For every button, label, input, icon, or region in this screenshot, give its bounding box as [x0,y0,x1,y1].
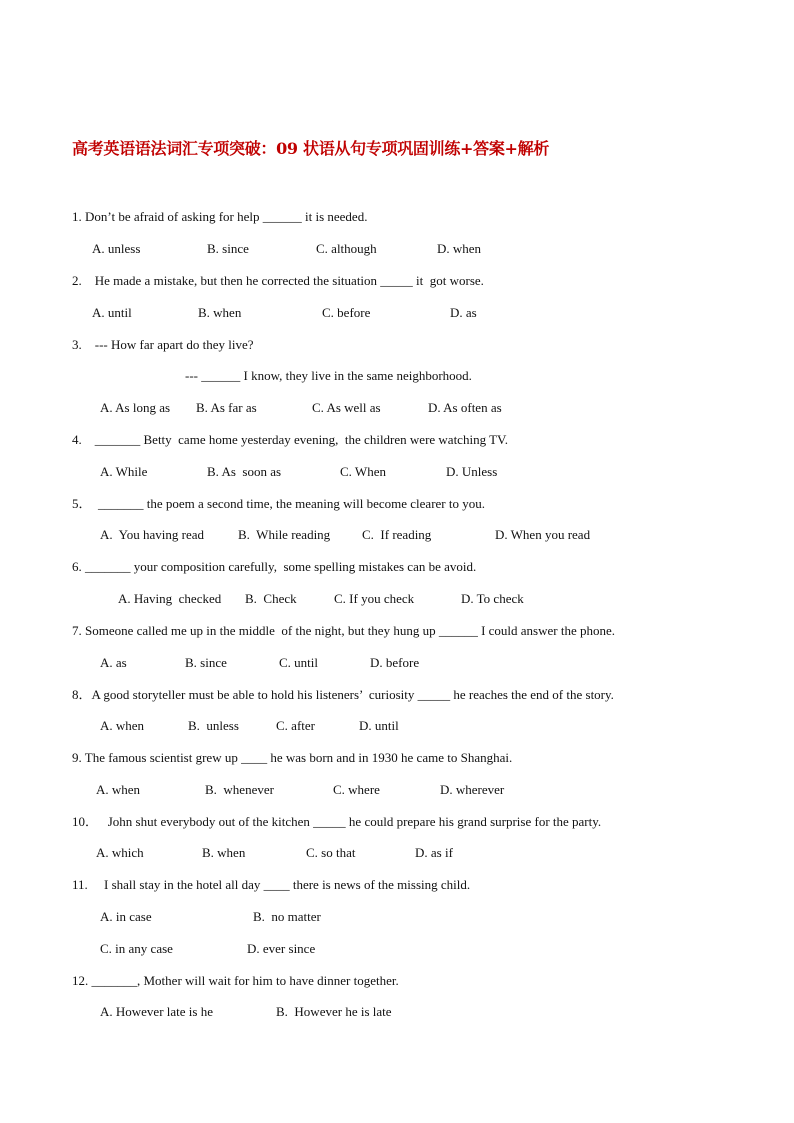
question-8-stem: 8．A good storyteller must be able to hold his listeners’ curiosity _____ he reaches the end of the story. [72,687,614,702]
question-5-option-d: D. When you read [495,527,591,542]
question-4-option-d: D. Unless [446,464,498,479]
question-12-option-a: A. However late is he [100,1004,213,1019]
question-8-option-b: B. unless [188,718,239,733]
question-3-option-b: B. As far as [196,400,257,415]
question-9-stem: 9. The famous scientist grew up ____ he was born and in 1930 he came to Shanghai. [72,750,513,765]
question-3-option-a: A. As long as [100,400,171,415]
question-5-stem: 5． _______ the poem a second time, the meaning will become clearer to you. [72,496,485,511]
question-4-option-a: A. While [100,464,148,479]
question-3-option-d: D. As often as [428,400,502,415]
question-1-stem: 1. Don’t be afraid of asking for help ______ it is needed. [72,209,368,224]
question-12-stem: 12. _______, Mother will wait for him to have dinner together. [72,973,399,988]
question-2-option-d: D. as [450,305,477,320]
question-8-option-d: D. until [359,718,399,733]
question-9-option-d: D. wherever [440,782,505,797]
question-2-stem: 2. He made a mistake, but then he corrected the situation _____ it got worse. [72,273,484,288]
question-10-option-c: C. so that [306,845,356,860]
question-7-option-d: D. before [370,655,420,670]
question-6-option-a: A. Having checked [118,591,222,606]
page-title: 高考英语语法词汇专项突破：09 状语从句专项巩固训练+答案+解析 [72,139,550,158]
question-10-stem: 10． John shut everybody out of the kitchen _____ he could prepare his grand surprise for the party. [72,814,602,829]
question-10-option-d: D. as if [415,845,453,860]
question-11-option-c: C. in any case [100,941,173,956]
question-9-option-a: A. when [96,782,141,797]
question-7-option-b: B. since [185,655,227,670]
question-2-option-b: B. when [198,305,242,320]
question-2-option-c: C. before [322,305,371,320]
question-1-option-b: B. since [207,241,249,256]
question-11-option-a: A. in case [100,909,152,924]
question-1-option-d: D. when [437,241,482,256]
question-11-option-d: D. ever since [247,941,316,956]
question-7-option-c: C. until [279,655,319,670]
question-9-option-c: C. where [333,782,380,797]
question-4-option-c: C. When [340,464,386,479]
question-3-option-c: C. As well as [312,400,381,415]
question-11-stem: 11. I shall stay in the hotel all day ____ there is news of the missing child. [72,877,471,892]
question-6-option-c: C. If you check [334,591,415,606]
question-4-option-b: B. As soon as [207,464,282,479]
question-3-stem: 3. --- How far apart do they live? [72,337,254,352]
question-7-option-a: A. as [100,655,127,670]
question-3-stem-2: --- ______ I know, they live in the same neighborhood. [185,368,472,383]
question-10-option-b: B. when [202,845,246,860]
question-8-option-a: A. when [100,718,145,733]
question-5-option-a: A. You having read [100,527,204,542]
question-1-option-a: A. unless [92,241,141,256]
question-5-option-c: C. If reading [362,527,432,542]
question-11-option-b: B. no matter [253,909,321,924]
question-10-option-a: A. which [96,845,144,860]
question-6-option-d: D. To check [461,591,524,606]
question-9-option-b: B. whenever [205,782,274,797]
question-12-option-b: B. However he is late [276,1004,392,1019]
question-8-option-c: C. after [276,718,315,733]
question-5-option-b: B. While reading [238,527,331,542]
question-7-stem: 7. Someone called me up in the middle of the night, but they hung up ______ I could answer the phone. [72,623,616,638]
question-2-option-a: A. until [92,305,132,320]
question-6-option-b: B. Check [245,591,297,606]
question-6-stem: 6. _______ your composition carefully, some spelling mistakes can be avoid. [72,559,477,574]
question-1-option-c: C. although [316,241,377,256]
question-4-stem: 4. _______ Betty came home yesterday evening, the children were watching TV. [72,432,508,447]
